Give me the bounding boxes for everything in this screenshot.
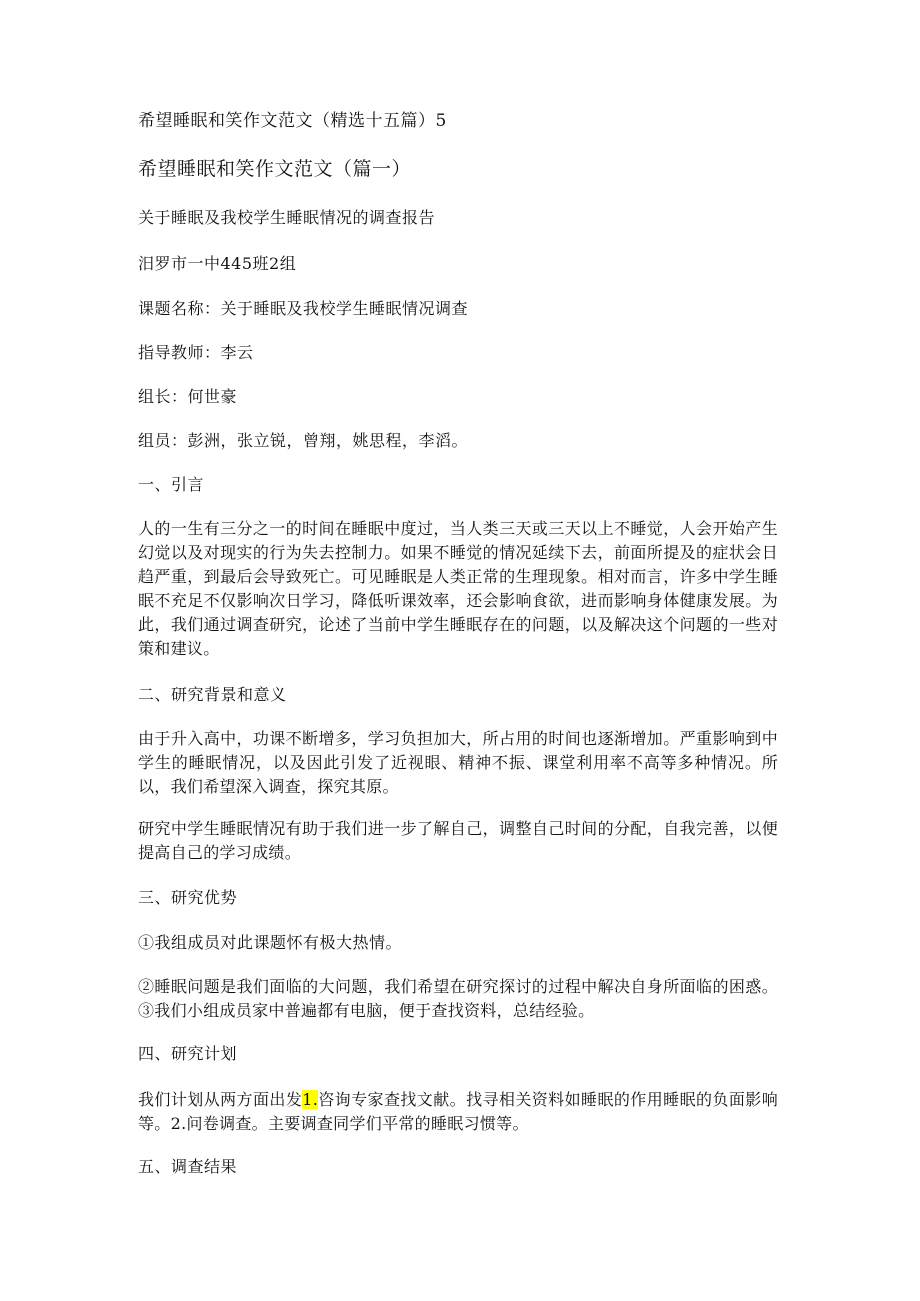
- highlighted-number: 1.: [302, 1090, 319, 1109]
- members-line: 组员：彭洲，张立锐，曾翔，姚思程，李滔。: [138, 431, 469, 450]
- plan-paragraph: [138, 1088, 778, 1136]
- document-title: 希望睡眠和笑作文范文（精选十五篇）5: [138, 111, 447, 131]
- background-paragraph-1: 由于升入高中，功课不断增多，学习负担加大，所占用的时间也逐渐增加。严重影响到中学生的睡眠情况，以及因此引发了近视眼、精神不振、课堂利用率不高等多种情况。所以，我们希望深入调查，探究其原。: [138, 729, 778, 796]
- section-heading-background: 二、研究背景和意义: [138, 685, 287, 704]
- topic-line: 课题名称：关于睡眠及我校学生睡眠情况调查: [138, 299, 469, 318]
- leader-line: 组长：何世豪: [138, 387, 238, 406]
- section-heading-results: 五、调查结果: [138, 1157, 238, 1176]
- advantage-item-1: ①我组成员对此课题怀有极大热情。: [138, 933, 403, 952]
- section-heading-advantages: 三、研究优势: [138, 888, 238, 907]
- report-title: 关于睡眠及我校学生睡眠情况的调查报告: [138, 208, 436, 227]
- section-heading-introduction: 一、引言: [138, 475, 205, 494]
- plan-text-start: 我们计划从两方面出发: [138, 1090, 303, 1109]
- section-heading-plan: 四、研究计划: [138, 1044, 238, 1063]
- teacher-line: 指导教师：李云: [138, 343, 254, 362]
- advantage-item-2: ②睡眠问题是我们面临的大问题，我们希望在研究探讨的过程中解决自身所面临的困惑。③我们小组成员家中普遍都有电脑，便于查找资料，总结经验。: [138, 977, 778, 1020]
- class-info: 汨罗市一中445班2组: [138, 254, 297, 273]
- background-paragraph-2: 研究中学生睡眠情况有助于我们进一步了解自己，调整自己时间的分配，自我完善，以便提高自己的学习成绩。: [138, 819, 778, 862]
- document-subtitle: 希望睡眠和笑作文范文（篇一）: [138, 158, 412, 180]
- introduction-paragraph: 人的一生有三分之一的时间在睡眠中度过，当人类三天或三天以上不睡觉，人会开始产生幻觉以及对现实的行为失去控制力。如果不睡觉的情况延续下去，前面所提及的症状会日趋严重，到最后会导致死亡。可见睡眠是人类正常的生理现象。相对而言，许多中学生睡眠不充足不仅影响次日学习，降低听课效率，还会影响食欲，进而影响身体健康发展。为此，我们通过调查研究，论述了当前中学生睡眠存在的问题，以及解决这个问题的一些对策和建议。: [138, 519, 778, 658]
- plan-text-rest: 咨询专家查找文献。找寻相关资料如睡眠的作用睡眠的负面影响等。2.问卷调查。主要调查同学们平常的睡眠习惯等。: [138, 1090, 778, 1133]
